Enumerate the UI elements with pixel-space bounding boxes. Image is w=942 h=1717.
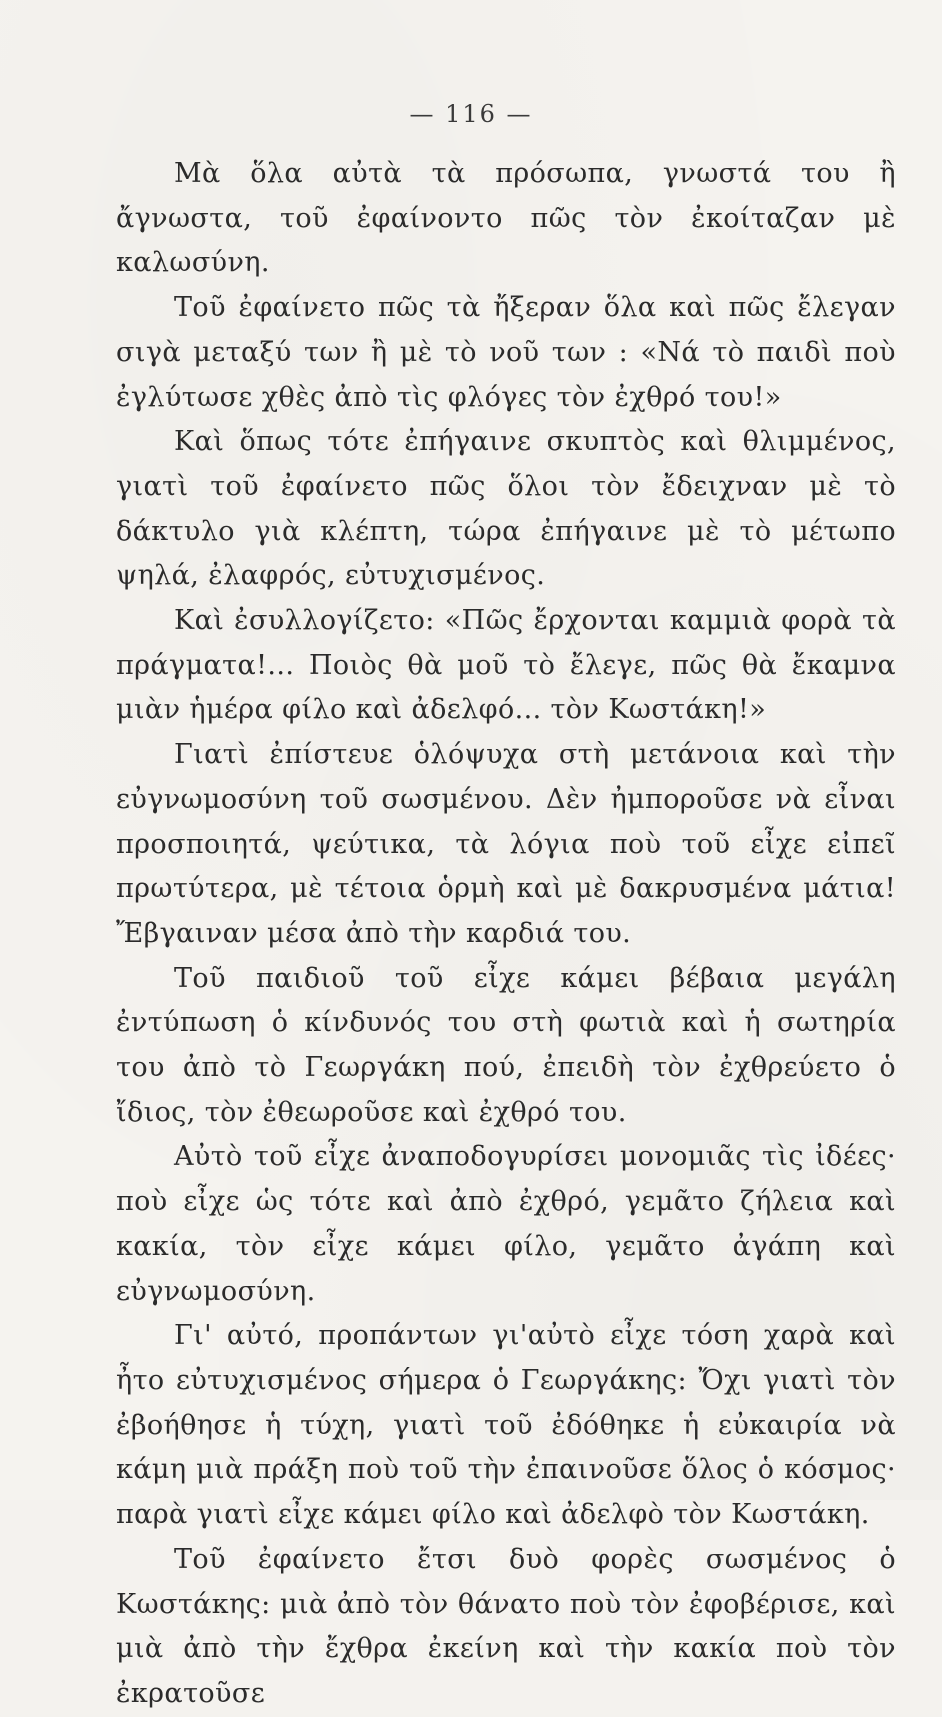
paragraph: Μὰ ὅλα αὐτὰ τὰ πρόσωπα, γνωστά του ἢ ἄγνωστα, τοῦ ἐφαίνοντο πῶς τὸν ἐκοίταζαν μὲ καλωσύνη.: [116, 158, 896, 279]
paragraph: Γιατὶ ἐπίστευε ὁλόψυχα στὴ μετάνοια καὶ τὴν εὐγνωμοσύνη τοῦ σωσμένου. Δὲν ἠμποροῦσε νὰ εἶναι προσποιητά, ψεύτικα, τὰ λόγια ποὺ τοῦ εἶχε εἰπεῖ πρωτύτερα, μὲ τέτοια ὁρμὴ καὶ μὲ δακρυσμένα μάτια! Ἔβγαιναν μέσα ἀπὸ τὴν καρδιά του.: [116, 739, 896, 949]
body-text: [116, 152, 896, 1717]
paragraph: Γι' αὐτό, προπάντων γι'αὐτὸ εἶχε τόση χαρὰ καὶ ἦτο εὐτυχισμένος σήμερα ὁ Γεωργάκης: Ὄχι γιατὶ τὸν ἐβοήθησε ἡ τύχη, γιατὶ τοῦ ἐδόθηκε ἡ εὐκαιρία νὰ κάμη μιὰ πράξη ποὺ τοῦ τὴν ἐπαινοῦσε ὅλος ὁ κόσμος· παρὰ γιατὶ εἶχε κάμει φίλο καὶ ἀδελφὸ τὸν Κωστάκη.: [116, 1320, 896, 1531]
paragraph: Τοῦ παιδιοῦ τοῦ εἶχε κάμει βέβαια μεγάλη ἐντύπωση ὁ κίνδυνός του στὴ φωτιὰ καὶ ἡ σωτηρία του ἀπὸ τὸ Γεωργάκη πού, ἐπειδὴ τὸν ἐχθρεύετο ὁ ἴδιος, τὸν ἐθεωροῦσε καὶ ἐχθρό του.: [116, 962, 896, 1128]
paragraph: Αὐτὸ τοῦ εἶχε ἀναποδογυρίσει μονομιᾶς τὶς ἰδέες· ποὺ εἶχε ὡς τότε καὶ ἀπὸ ἐχθρό, γεμᾶτο ζήλεια καὶ κακία, τὸν εἶχε κάμει φίλο, γεμᾶτο ἀγάπη καὶ εὐγνωμοσύνη.: [116, 1141, 896, 1307]
paragraph: Τοῦ ἐφαίνετο πῶς τὰ ἤξεραν ὅλα καὶ πῶς ἔλεγαν σιγὰ μεταξύ των ἢ μὲ τὸ νοῦ των : «Νά τὸ παιδὶ ποὺ ἐγλύτωσε χθὲς ἀπὸ τὶς φλόγες τὸν ἐχθρό του!»: [116, 292, 896, 413]
paragraph: Καὶ ὅπως τότε ἐπήγαινε σκυπτὸς καὶ θλιμμένος, γιατὶ τοῦ ἐφαίνετο πῶς ὅλοι τὸν ἔδειχναν μὲ τὸ δάκτυλο γιὰ κλέπτη, τώρα ἐπήγαινε μὲ τὸ μέτωπο ψηλά, ἐλαφρός, εὐτυχισμένος.: [116, 426, 896, 592]
page-number: — 116 —: [409, 100, 533, 128]
paragraph: Τοῦ ἐφαίνετο ἔτσι δυὸ φορὲς σωσμένος ὁ Κωστάκης: μιὰ ἀπὸ τὸν θάνατο ποὺ τὸν ἐφοβέρισε, καὶ μιὰ ἀπὸ τὴν ἔχθρα ἐκείνη καὶ τὴν κακία ποὺ τὸν ἐκρατοῦσε: [116, 1543, 896, 1709]
paragraph: Καὶ ἐσυλλογίζετο: «Πῶς ἔρχονται καμμιὰ φορὰ τὰ πράγματα!... Ποιὸς θὰ μοῦ τὸ ἔλεγε, πῶς θὰ ἔκαμνα μιὰν ἡμέρα φίλο καὶ ἀδελφό... τὸν Κωστάκη!»: [116, 605, 896, 726]
